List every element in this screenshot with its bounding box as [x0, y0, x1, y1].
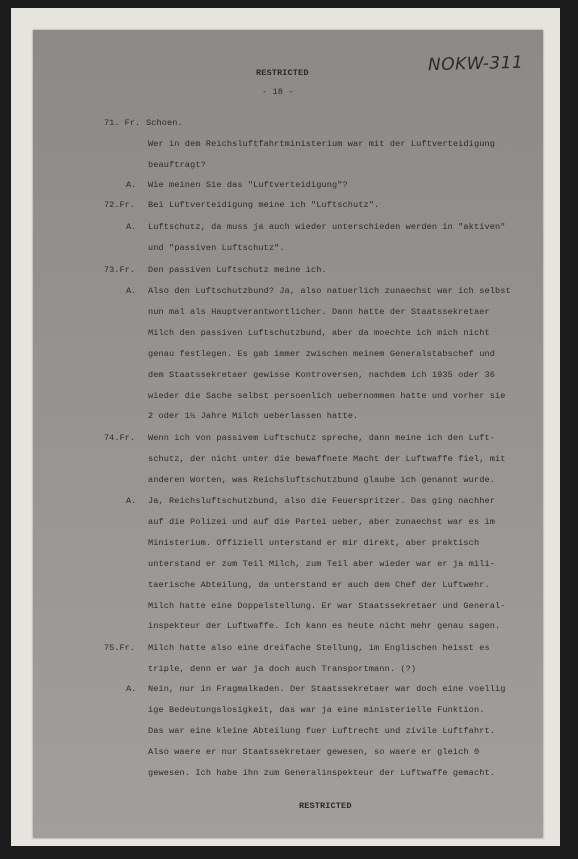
text-line: gewesen. Ich habe ihn zum Generalinspekteur der Luftwaffe gemacht.	[148, 767, 495, 778]
question-label: 75.Fr.	[104, 643, 135, 653]
text-line: Ja, Reichsluftschutzbund, also die Feuerspritzer. Das ging nachher	[148, 496, 495, 506]
answer-label: A.	[126, 684, 137, 694]
page-number: - 18 -	[262, 87, 294, 97]
text-line: Bei Luftverteidigung meine ich "Luftschutz".	[148, 200, 380, 210]
text-line: beauftragt?	[148, 159, 206, 170]
answer-label: A.	[126, 180, 137, 190]
text-line: Den passiven Luftschutz meine ich.	[148, 265, 327, 275]
text-line: inspekteur der Luftwaffe. Ich kann es heute nicht mehr genau sagen.	[148, 621, 501, 632]
answer-label: A.	[126, 222, 137, 232]
text-line: dem Staatssekretaer gewisse Kontroversen, nachdem ich 1935 oder 36	[148, 369, 495, 380]
text-line: auf die Polizei und auf die Partei ueber, aber zunaechst war es im	[148, 516, 495, 527]
text-line: genau festlegen. Es gab immer zwischen meinem Generalstabschef und	[148, 348, 495, 359]
text-line: Also den Luftschutzbund? Ja, also natuerlich zunaechst war ich selbst	[148, 286, 511, 296]
text-line: Also waere er nur Staatssekretaer gewesen, so waere er gleich 0	[148, 746, 480, 757]
text-line: Luftschutz, da muss ja auch wieder unterschieden werden in "aktiven"	[148, 222, 506, 232]
text-line: 2 oder 1½ Jahre Milch ueberlassen hatte.	[148, 411, 359, 422]
text-line: Nein, nur in Fragmalkaden. Der Staatssekretaer war doch eine voellig	[148, 684, 506, 694]
text-line: Milch den passiven Luftschutzbund, aber da moechte ich mich nicht	[148, 327, 490, 338]
text-line: triple, denn er war ja doch auch Transportmann. (?)	[148, 663, 417, 674]
header-classification: RESTRICTED	[256, 68, 309, 78]
text-line: Ministerium. Offiziell unterstand er mir direkt, aber praktisch	[148, 537, 480, 548]
question-label: 71. Fr.	[104, 118, 141, 128]
question-label: 72.Fr.	[104, 200, 135, 210]
text-line: Wenn ich von passivem Luftschutz spreche, dann meine ich den Luft-	[148, 433, 495, 443]
question-label: 74.Fr.	[104, 433, 135, 443]
text-line: wieder die Sache selbst persoenlich uebernommen hatte und vorher sie	[148, 390, 506, 401]
question-label: 73.Fr.	[104, 265, 135, 275]
text-line: taerische Abteilung, da unterstand er auch dem Chef der Luftwehr.	[148, 579, 490, 590]
text-line: Milch hatte also eine dreifache Stellung, im Englischen heisst es	[148, 643, 490, 653]
text-line: Milch hatte eine Doppelstellung. Er war Staatssekretaer und General-	[148, 600, 506, 611]
text-line: Das war eine kleine Abteilung fuer Luftrecht und zivile Luftfahrt.	[148, 725, 495, 736]
text-line: schutz, der nicht unter die bewaffnete Macht der Luftwaffe fiel, mit	[148, 453, 506, 464]
handwritten-document-number: NOKW-311	[427, 52, 524, 76]
text-line: Wie meinen Sie das "Luftverteidigung"?	[148, 180, 348, 190]
text-line: unterstand er zum Teil Milch, zum Teil aber wieder war er ja mili-	[148, 558, 495, 569]
text-line: nun mal als Hauptverantwortlicher. Dann hatte der Staatssekretaer	[148, 306, 490, 317]
text-line: und "passiven Luftschutz".	[148, 242, 285, 253]
answer-label: A.	[126, 496, 137, 506]
text-line: Wer in dem Reichsluftfahrtministerium war mit der Luftverteidigung	[148, 138, 495, 149]
text-line: Schoen.	[146, 118, 183, 128]
footer-classification: RESTRICTED	[299, 801, 352, 811]
text-line: ige Bedeutungslosigkeit, das war ja eine ministerielle Funktion.	[148, 704, 485, 715]
text-line: anderen Worten, was Reichsluftschutzbund glaube ich genannt wurde.	[148, 474, 495, 485]
answer-label: A.	[126, 286, 137, 296]
